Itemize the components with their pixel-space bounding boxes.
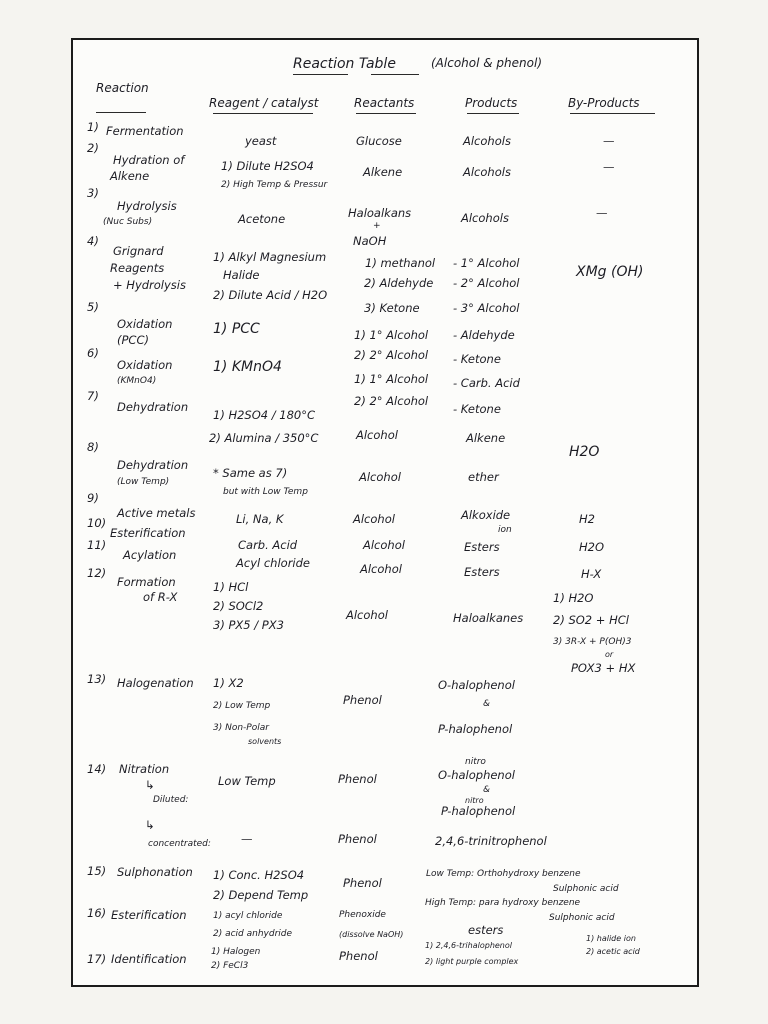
reactant: Phenol bbox=[343, 693, 382, 707]
reaction-name: Grignard bbox=[113, 244, 164, 258]
reaction-name: (PCC) bbox=[117, 333, 149, 347]
reactant: Haloalkans bbox=[348, 206, 412, 220]
reagent: Li, Na, K bbox=[236, 512, 284, 526]
reagent: 2) Dilute Acid / H2O bbox=[213, 288, 328, 302]
byproduct: — bbox=[603, 134, 615, 148]
reactant: Alcohol bbox=[346, 608, 388, 622]
reagent: 2) High Temp & Pressur bbox=[221, 180, 328, 190]
reactant: Alcohol bbox=[353, 512, 395, 526]
reaction-name: Esterification bbox=[110, 526, 186, 540]
row-number: 6) bbox=[87, 346, 99, 360]
reagent: * Same as 7) bbox=[213, 466, 288, 480]
page-title: Reaction Table bbox=[293, 56, 396, 72]
reagent: 1) X2 bbox=[213, 676, 244, 690]
reactant: 1) 1° Alcohol bbox=[354, 328, 429, 342]
reaction-name: (Nuc Subs) bbox=[103, 217, 153, 227]
product: esters bbox=[468, 923, 504, 937]
reagent: Carb. Acid bbox=[238, 538, 298, 552]
row-number: 12) bbox=[87, 566, 107, 580]
product: Esters bbox=[464, 565, 500, 579]
reagent: yeast bbox=[245, 134, 277, 148]
reaction-name: Dehydration bbox=[117, 458, 189, 472]
title-underline bbox=[293, 74, 348, 75]
product: - Ketone bbox=[453, 352, 501, 366]
reactant: 2) 2° Alcohol bbox=[354, 348, 429, 362]
reagent: 1) KMnO4 bbox=[213, 359, 282, 375]
header-reaction: Reaction bbox=[96, 81, 149, 95]
arrow-icon: ↳ bbox=[145, 818, 155, 832]
product: - Ketone bbox=[453, 402, 501, 416]
reagent: Acyl chloride bbox=[236, 556, 310, 570]
reagent: 1) Alkyl Magnesium bbox=[213, 250, 327, 264]
row-number: 9) bbox=[87, 491, 99, 505]
header-underline bbox=[356, 113, 416, 114]
reactant: 3) Ketone bbox=[364, 301, 420, 315]
reagent: — bbox=[241, 832, 253, 846]
product: 2,4,6-trinitrophenol bbox=[435, 834, 547, 848]
row-number: 14) bbox=[87, 762, 107, 776]
reagent: Halide bbox=[223, 268, 260, 282]
header-underline bbox=[213, 113, 313, 114]
reagent: Acetone bbox=[238, 212, 286, 226]
product: Sulphonic acid bbox=[553, 884, 619, 894]
product: - 3° Alcohol bbox=[453, 301, 520, 315]
header-underline bbox=[96, 112, 146, 113]
byproduct: or bbox=[605, 650, 614, 659]
reaction-name: (Low Temp) bbox=[117, 477, 170, 487]
reaction-name: Alkene bbox=[110, 169, 150, 183]
reactant: Phenol bbox=[338, 832, 377, 846]
reaction-name: (KMnO4) bbox=[117, 376, 157, 386]
reaction-name: Esterification bbox=[111, 908, 187, 922]
reagent: 2) Low Temp bbox=[213, 701, 271, 711]
row-number: 17) bbox=[87, 952, 107, 966]
reaction-name: Acylation bbox=[123, 548, 177, 562]
header-products: Products bbox=[465, 96, 518, 110]
reaction-name: Active metals bbox=[117, 506, 196, 520]
reaction-name: Hydration of bbox=[113, 153, 185, 167]
header-underline bbox=[467, 113, 519, 114]
product: - 2° Alcohol bbox=[453, 276, 520, 290]
reaction-name: Nitration bbox=[119, 762, 170, 776]
reagent: but with Low Temp bbox=[223, 487, 308, 497]
reactant: Alcohol bbox=[359, 470, 401, 484]
reactant: Phenol bbox=[338, 772, 377, 786]
reagent: solvents bbox=[248, 737, 282, 746]
reagent: 2) SOCl2 bbox=[213, 599, 264, 613]
reagent: 1) HCl bbox=[213, 580, 249, 594]
reagent: 3) PX5 / PX3 bbox=[213, 618, 284, 632]
header-reactants: Reactants bbox=[354, 96, 415, 110]
reaction-name: Halogenation bbox=[117, 676, 194, 690]
reagent: 1) H2SO4 / 180°C bbox=[213, 408, 316, 422]
reagent: 1) acyl chloride bbox=[213, 911, 283, 921]
row-number: 10) bbox=[87, 516, 107, 530]
product: High Temp: para hydroxy benzene bbox=[425, 898, 581, 908]
reaction-name: Fermentation bbox=[106, 124, 184, 138]
header-underline bbox=[570, 113, 655, 114]
byproduct: 2) SO2 + HCl bbox=[553, 613, 629, 627]
reactant: Alcohol bbox=[360, 562, 402, 576]
page-subtitle: (Alcohol & phenol) bbox=[431, 56, 542, 70]
byproduct: — bbox=[596, 206, 608, 220]
arrow-icon: ↳ bbox=[145, 778, 155, 792]
reagent: 1) PCC bbox=[213, 321, 260, 337]
reactant: 2) Aldehyde bbox=[364, 276, 434, 290]
product: ether bbox=[468, 470, 499, 484]
row-number: 1) bbox=[87, 120, 99, 134]
row-number: 11) bbox=[87, 538, 107, 552]
reaction-name: Sulphonation bbox=[117, 865, 193, 879]
reagent: Low Temp bbox=[218, 774, 276, 788]
row-number: 15) bbox=[87, 864, 107, 878]
header-byproducts: By-Products bbox=[568, 96, 640, 110]
product: 1) 2,4,6-trihalophenol bbox=[425, 941, 512, 950]
product: Alcohols bbox=[461, 211, 509, 225]
byproduct: 2) acetic acid bbox=[586, 947, 640, 956]
row-number: 16) bbox=[87, 906, 107, 920]
reaction-name: + Hydrolysis bbox=[113, 278, 186, 292]
product: Alkene bbox=[466, 431, 506, 445]
reagent: 1) Halogen bbox=[211, 947, 261, 957]
reactant: Phenoxide bbox=[339, 910, 386, 920]
reactant: Glucose bbox=[356, 134, 402, 148]
product: Alcohols bbox=[463, 134, 511, 148]
byproduct: 1) H2O bbox=[553, 591, 594, 605]
byproduct: XMg (OH) bbox=[576, 264, 644, 280]
product: & bbox=[483, 699, 491, 709]
reactant: Alkene bbox=[363, 165, 403, 179]
row-number: 4) bbox=[87, 234, 99, 248]
header-reagent: Reagent / catalyst bbox=[209, 96, 319, 110]
product: - Aldehyde bbox=[453, 328, 515, 342]
reactant: NaOH bbox=[353, 234, 387, 248]
reactant: Alcohol bbox=[363, 538, 405, 552]
reagent: 2) Depend Temp bbox=[213, 888, 309, 902]
reactant: 2) 2° Alcohol bbox=[354, 394, 429, 408]
byproduct: H-X bbox=[581, 567, 602, 581]
reaction-name: of R-X bbox=[143, 590, 178, 604]
product: O-halophenol bbox=[438, 678, 515, 692]
row-number: 8) bbox=[87, 440, 99, 454]
product: Alcohols bbox=[463, 165, 511, 179]
reactant: (dissolve NaOH) bbox=[339, 930, 404, 939]
reaction-name: Oxidation bbox=[117, 358, 173, 372]
row-number: 13) bbox=[87, 672, 107, 686]
row-number: 7) bbox=[87, 389, 99, 403]
byproduct: 1) halide ion bbox=[586, 934, 636, 943]
row-number: 3) bbox=[87, 186, 99, 200]
reactant: Phenol bbox=[343, 876, 382, 890]
byproduct: H2O bbox=[579, 540, 605, 554]
byproduct: — bbox=[603, 160, 615, 174]
reaction-name: concentrated: bbox=[148, 839, 211, 849]
reactant: Phenol bbox=[339, 949, 378, 963]
reagent: 1) Dilute H2SO4 bbox=[221, 159, 314, 173]
reactant: Alcohol bbox=[356, 428, 398, 442]
reaction-name: Hydrolysis bbox=[117, 199, 177, 213]
product: Sulphonic acid bbox=[549, 913, 615, 923]
product: P-halophenol bbox=[441, 804, 516, 818]
notebook-page bbox=[73, 40, 697, 985]
reaction-name: Dehydration bbox=[117, 400, 189, 414]
product: & bbox=[483, 785, 491, 795]
reactant: 1) methanol bbox=[365, 256, 436, 270]
product: ion bbox=[498, 525, 512, 535]
product: Haloalkanes bbox=[453, 611, 524, 625]
product: - 1° Alcohol bbox=[453, 256, 520, 270]
reagent: 1) Conc. H2SO4 bbox=[213, 868, 305, 882]
product: Low Temp: Orthohydroxy benzene bbox=[426, 869, 581, 879]
reagent: 2) acid anhydride bbox=[213, 929, 293, 939]
reaction-name: Identification bbox=[111, 952, 187, 966]
byproduct: POX3 + HX bbox=[571, 661, 636, 675]
product: Esters bbox=[464, 540, 500, 554]
reaction-name: Formation bbox=[117, 575, 176, 589]
reaction-name: Diluted: bbox=[153, 795, 189, 805]
product: O-halophenol bbox=[438, 768, 515, 782]
byproduct: H2 bbox=[579, 512, 595, 526]
byproduct: H2O bbox=[569, 444, 600, 460]
product: 2) light purple complex bbox=[425, 957, 519, 966]
reactant: 1) 1° Alcohol bbox=[354, 372, 429, 386]
row-number: 2) bbox=[87, 141, 99, 155]
reactant: + bbox=[373, 221, 381, 231]
row-number: 5) bbox=[87, 300, 99, 314]
product: Alkoxide bbox=[461, 508, 511, 522]
reagent: 3) Non-Polar bbox=[213, 723, 269, 733]
product: nitro bbox=[465, 757, 486, 767]
reaction-name: Oxidation bbox=[117, 317, 173, 331]
product: nitro bbox=[465, 796, 484, 805]
product: P-halophenol bbox=[438, 722, 513, 736]
reagent: 2) Alumina / 350°C bbox=[209, 431, 319, 445]
reagent: 2) FeCl3 bbox=[211, 961, 249, 971]
reaction-name: Reagents bbox=[110, 261, 165, 275]
byproduct: 3) 3R-X + P(OH)3 bbox=[553, 637, 632, 647]
title-underline bbox=[371, 74, 419, 75]
product: - Carb. Acid bbox=[453, 376, 520, 390]
